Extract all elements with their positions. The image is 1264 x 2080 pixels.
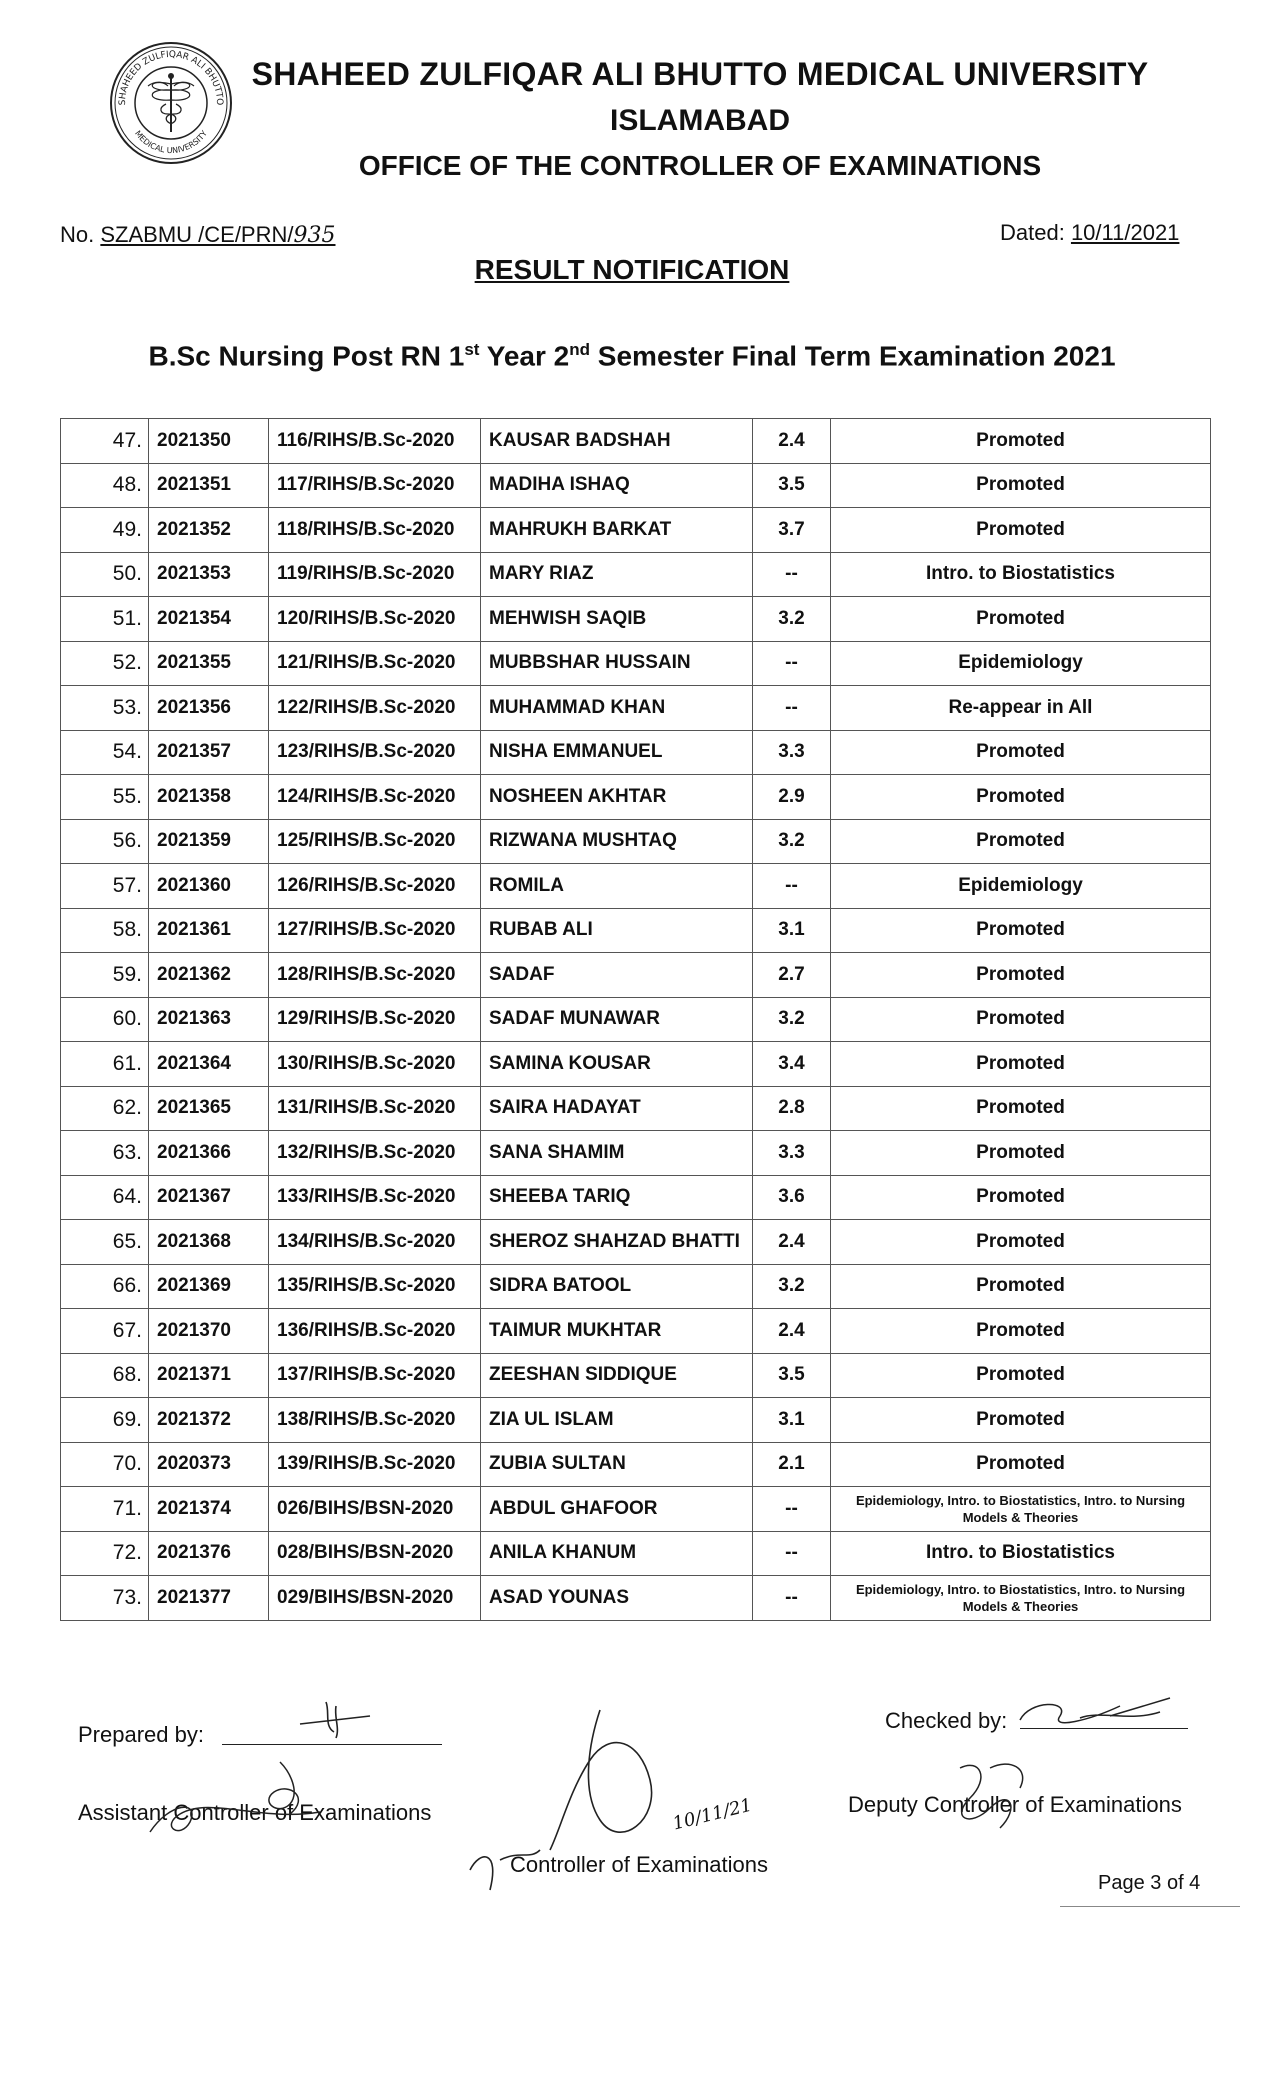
- dated-label: Dated:: [1000, 220, 1071, 245]
- table-row: [61, 864, 1211, 909]
- svg-text:SHAHEED ZULFIQAR ALI BHUTTO: SHAHEED ZULFIQAR ALI BHUTTO: [117, 49, 225, 106]
- student-name-cell: SANA SHAMIM: [481, 1131, 753, 1176]
- serial-number-cell: 48.: [61, 463, 149, 508]
- gpa-cell: 2.4: [753, 1220, 831, 1265]
- notification-title: RESULT NOTIFICATION: [474, 254, 790, 285]
- serial-number-cell: 51.: [61, 597, 149, 642]
- table-row: [61, 419, 1211, 464]
- result-status-cell: Epidemiology: [831, 864, 1211, 909]
- serial-number-cell: 47.: [61, 419, 149, 464]
- table-row: [61, 1131, 1211, 1176]
- roll-number-cell: 2021350: [149, 419, 269, 464]
- gpa-cell: 2.4: [753, 419, 831, 464]
- gpa-cell: 3.3: [753, 1131, 831, 1176]
- page-number-underline: [1060, 1906, 1240, 1907]
- result-status-cell: Promoted: [831, 1131, 1211, 1176]
- prepared-by-label: Prepared by:: [78, 1722, 204, 1747]
- exam-title-sup2: nd: [569, 340, 591, 359]
- table-row: [61, 1353, 1211, 1398]
- table-row: [61, 908, 1211, 953]
- table-row: [61, 730, 1211, 775]
- checked-by-signature: [1010, 1690, 1190, 1740]
- registration-number-cell: 029/BIHS/BSN-2020: [269, 1576, 481, 1621]
- result-status-cell: Promoted: [831, 730, 1211, 775]
- student-name-cell: ZIA UL ISLAM: [481, 1398, 753, 1443]
- student-name-cell: SIDRA BATOOL: [481, 1264, 753, 1309]
- table-row: [61, 597, 1211, 642]
- registration-number-cell: 136/RIHS/B.Sc-2020: [269, 1309, 481, 1354]
- roll-number-cell: 2021369: [149, 1264, 269, 1309]
- gpa-cell: --: [753, 641, 831, 686]
- registration-number-cell: 126/RIHS/B.Sc-2020: [269, 864, 481, 909]
- roll-number-cell: 2021364: [149, 1042, 269, 1087]
- registration-number-cell: 139/RIHS/B.Sc-2020: [269, 1442, 481, 1487]
- result-status-cell: Promoted: [831, 1309, 1211, 1354]
- registration-number-cell: 131/RIHS/B.Sc-2020: [269, 1086, 481, 1131]
- registration-number-cell: 124/RIHS/B.Sc-2020: [269, 775, 481, 820]
- table-row: [61, 775, 1211, 820]
- registration-number-cell: 130/RIHS/B.Sc-2020: [269, 1042, 481, 1087]
- student-name-cell: ABDUL GHAFOOR: [481, 1487, 753, 1532]
- gpa-cell: 2.9: [753, 775, 831, 820]
- gpa-cell: --: [753, 1487, 831, 1532]
- student-name-cell: RIZWANA MUSHTAQ: [481, 819, 753, 864]
- student-name-cell: ZUBIA SULTAN: [481, 1442, 753, 1487]
- serial-number-cell: 57.: [61, 864, 149, 909]
- checked-by-line: [1020, 1728, 1188, 1729]
- result-status-cell: Promoted: [831, 1353, 1211, 1398]
- exam-title-part2: Year 2: [479, 340, 570, 372]
- gpa-cell: 3.6: [753, 1175, 831, 1220]
- exam-title-part3: Semester Final Term Examination 2021: [590, 340, 1116, 372]
- gpa-cell: --: [753, 1576, 831, 1621]
- serial-number-cell: 61.: [61, 1042, 149, 1087]
- result-status-cell: Epidemiology, Intro. to Biostatistics, Intro. to Nursing Models & Theories: [831, 1576, 1211, 1621]
- svg-text:MEDICAL UNIVERSITY: MEDICAL UNIVERSITY: [133, 128, 209, 156]
- result-status-cell: Promoted: [831, 1442, 1211, 1487]
- controller-label: Controller of Examinations: [510, 1852, 769, 1877]
- roll-number-cell: 2021356: [149, 686, 269, 731]
- roll-number-cell: 2020373: [149, 1442, 269, 1487]
- result-status-cell: Re-appear in All: [831, 686, 1211, 731]
- gpa-cell: --: [753, 864, 831, 909]
- gpa-cell: --: [753, 686, 831, 731]
- student-name-cell: NISHA EMMANUEL: [481, 730, 753, 775]
- roll-number-cell: 2021368: [149, 1220, 269, 1265]
- table-row: [61, 641, 1211, 686]
- result-status-cell: Promoted: [831, 597, 1211, 642]
- registration-number-cell: 116/RIHS/B.Sc-2020: [269, 419, 481, 464]
- roll-number-cell: 2021357: [149, 730, 269, 775]
- registration-number-cell: 028/BIHS/BSN-2020: [269, 1531, 481, 1576]
- student-name-cell: SAMINA KOUSAR: [481, 1042, 753, 1087]
- serial-number-cell: 65.: [61, 1220, 149, 1265]
- gpa-cell: 3.1: [753, 908, 831, 953]
- serial-number-cell: 71.: [61, 1487, 149, 1532]
- roll-number-cell: 2021372: [149, 1398, 269, 1443]
- result-status-cell: Promoted: [831, 953, 1211, 998]
- registration-number-cell: 026/BIHS/BSN-2020: [269, 1487, 481, 1532]
- registration-number-cell: 132/RIHS/B.Sc-2020: [269, 1131, 481, 1176]
- student-name-cell: ROMILA: [481, 864, 753, 909]
- serial-number-cell: 69.: [61, 1398, 149, 1443]
- gpa-cell: 2.8: [753, 1086, 831, 1131]
- serial-number-cell: 63.: [61, 1131, 149, 1176]
- table-row: [61, 1442, 1211, 1487]
- serial-number-cell: 54.: [61, 730, 149, 775]
- student-name-cell: KAUSAR BADSHAH: [481, 419, 753, 464]
- serial-number-cell: 68.: [61, 1353, 149, 1398]
- serial-number-cell: 60.: [61, 997, 149, 1042]
- reference-code-text: SZABMU /CE/PRN/: [100, 222, 294, 247]
- roll-number-cell: 2021351: [149, 463, 269, 508]
- table-row: [61, 1531, 1211, 1576]
- result-status-cell: Promoted: [831, 463, 1211, 508]
- table-row: [61, 1398, 1211, 1443]
- university-name: SHAHEED ZULFIQAR ALI BHUTTO MEDICAL UNIVERSITY: [251, 56, 1149, 92]
- result-status-cell: Intro. to Biostatistics: [831, 552, 1211, 597]
- serial-number-cell: 59.: [61, 953, 149, 998]
- serial-number-cell: 58.: [61, 908, 149, 953]
- roll-number-cell: 2021365: [149, 1086, 269, 1131]
- exam-title: [0, 340, 1264, 372]
- table-row: [61, 1042, 1211, 1087]
- gpa-cell: 3.7: [753, 508, 831, 553]
- student-name-cell: MAHRUKH BARKAT: [481, 508, 753, 553]
- student-name-cell: ASAD YOUNAS: [481, 1576, 753, 1621]
- serial-number-cell: 56.: [61, 819, 149, 864]
- gpa-cell: 2.4: [753, 1309, 831, 1354]
- reference-number: [60, 222, 336, 248]
- gpa-cell: 3.4: [753, 1042, 831, 1087]
- registration-number-cell: 128/RIHS/B.Sc-2020: [269, 953, 481, 998]
- gpa-cell: --: [753, 552, 831, 597]
- roll-number-cell: 2021377: [149, 1576, 269, 1621]
- result-status-cell: Promoted: [831, 1086, 1211, 1131]
- table-row: [61, 1576, 1211, 1621]
- gpa-cell: 3.1: [753, 1398, 831, 1443]
- registration-number-cell: 129/RIHS/B.Sc-2020: [269, 997, 481, 1042]
- student-name-cell: NOSHEEN AKHTAR: [481, 775, 753, 820]
- notification-date: [1000, 220, 1179, 246]
- result-status-cell: Promoted: [831, 1264, 1211, 1309]
- student-name-cell: ANILA KHANUM: [481, 1531, 753, 1576]
- results-table-body: [61, 419, 1211, 1621]
- table-row: [61, 552, 1211, 597]
- result-status-cell: Promoted: [831, 775, 1211, 820]
- serial-number-cell: 62.: [61, 1086, 149, 1131]
- student-name-cell: MEHWISH SAQIB: [481, 597, 753, 642]
- gpa-cell: 2.7: [753, 953, 831, 998]
- table-row: [61, 463, 1211, 508]
- student-name-cell: SADAF: [481, 953, 753, 998]
- gpa-cell: 3.5: [753, 1353, 831, 1398]
- student-name-cell: RUBAB ALI: [481, 908, 753, 953]
- roll-number-cell: 2021358: [149, 775, 269, 820]
- serial-number-cell: 72.: [61, 1531, 149, 1576]
- table-row: [61, 1175, 1211, 1220]
- roll-number-cell: 2021376: [149, 1531, 269, 1576]
- roll-number-cell: 2021363: [149, 997, 269, 1042]
- result-status-cell: Epidemiology, Intro. to Biostatistics, Intro. to Nursing Models & Theories: [831, 1487, 1211, 1532]
- registration-number-cell: 138/RIHS/B.Sc-2020: [269, 1398, 481, 1443]
- roll-number-cell: 2021354: [149, 597, 269, 642]
- registration-number-cell: 133/RIHS/B.Sc-2020: [269, 1175, 481, 1220]
- assistant-controller-signature: [140, 1752, 340, 1842]
- result-status-cell: Promoted: [831, 997, 1211, 1042]
- student-name-cell: SHEROZ SHAHZAD BHATTI: [481, 1220, 753, 1265]
- roll-number-cell: 2021359: [149, 819, 269, 864]
- result-status-cell: Epidemiology: [831, 641, 1211, 686]
- date-value: 10/11/2021: [1070, 220, 1180, 245]
- result-status-cell: Intro. to Biostatistics: [831, 1531, 1211, 1576]
- registration-number-cell: 120/RIHS/B.Sc-2020: [269, 597, 481, 642]
- reference-handwritten-number: 935: [293, 223, 336, 248]
- registration-number-cell: 137/RIHS/B.Sc-2020: [269, 1353, 481, 1398]
- roll-number-cell: 2021362: [149, 953, 269, 998]
- table-row: [61, 1086, 1211, 1131]
- student-name-cell: MADIHA ISHAQ: [481, 463, 753, 508]
- controller-signature-date: 10/11/21: [670, 1794, 755, 1835]
- serial-number-cell: 50.: [61, 552, 149, 597]
- assistant-controller-label: Assistant Controller of Examinations: [78, 1800, 432, 1825]
- gpa-cell: 3.5: [753, 463, 831, 508]
- roll-number-cell: 2021352: [149, 508, 269, 553]
- table-row: [61, 997, 1211, 1042]
- registration-number-cell: 125/RIHS/B.Sc-2020: [269, 819, 481, 864]
- gpa-cell: --: [753, 1531, 831, 1576]
- student-name-cell: MARY RIAZ: [481, 552, 753, 597]
- page-number: Page 3 of 4: [1098, 1872, 1201, 1894]
- student-name-cell: ZEESHAN SIDDIQUE: [481, 1353, 753, 1398]
- roll-number-cell: 2021367: [149, 1175, 269, 1220]
- registration-number-cell: 123/RIHS/B.Sc-2020: [269, 730, 481, 775]
- student-name-cell: TAIMUR MUKHTAR: [481, 1309, 753, 1354]
- table-row: [61, 1309, 1211, 1354]
- table-row: [61, 953, 1211, 998]
- student-name-cell: MUHAMMAD KHAN: [481, 686, 753, 731]
- student-name-cell: SADAF MUNAWAR: [481, 997, 753, 1042]
- registration-number-cell: 119/RIHS/B.Sc-2020: [269, 552, 481, 597]
- serial-number-cell: 52.: [61, 641, 149, 686]
- reference-prefix: No.: [60, 222, 101, 247]
- registration-number-cell: 118/RIHS/B.Sc-2020: [269, 508, 481, 553]
- exam-title-sup1: st: [464, 340, 480, 359]
- table-row: [61, 1487, 1211, 1532]
- prepared-by-line: [222, 1744, 442, 1745]
- gpa-cell: 3.2: [753, 997, 831, 1042]
- roll-number-cell: 2021366: [149, 1131, 269, 1176]
- table-row: [61, 1264, 1211, 1309]
- roll-number-cell: 2021371: [149, 1353, 269, 1398]
- gpa-cell: 3.2: [753, 597, 831, 642]
- result-status-cell: Promoted: [831, 1042, 1211, 1087]
- university-city: ISLAMABAD: [610, 104, 790, 137]
- gpa-cell: 3.2: [753, 819, 831, 864]
- serial-number-cell: 73.: [61, 1576, 149, 1621]
- registration-number-cell: 117/RIHS/B.Sc-2020: [269, 463, 481, 508]
- result-status-cell: Promoted: [831, 508, 1211, 553]
- table-row: [61, 1220, 1211, 1265]
- results-table: [60, 418, 1211, 1621]
- serial-number-cell: 49.: [61, 508, 149, 553]
- result-status-cell: Promoted: [831, 1398, 1211, 1443]
- serial-number-cell: 66.: [61, 1264, 149, 1309]
- serial-number-cell: 55.: [61, 775, 149, 820]
- registration-number-cell: 122/RIHS/B.Sc-2020: [269, 686, 481, 731]
- roll-number-cell: 2021353: [149, 552, 269, 597]
- result-status-cell: Promoted: [831, 1220, 1211, 1265]
- university-seal-icon: [108, 40, 234, 166]
- student-name-cell: SAIRA HADAYAT: [481, 1086, 753, 1131]
- student-name-cell: SHEEBA TARIQ: [481, 1175, 753, 1220]
- roll-number-cell: 2021374: [149, 1487, 269, 1532]
- result-status-cell: Promoted: [831, 819, 1211, 864]
- deputy-controller-label: Deputy Controller of Examinations: [848, 1792, 1182, 1817]
- office-name: OFFICE OF THE CONTROLLER OF EXAMINATIONS: [358, 150, 1042, 181]
- student-name-cell: MUBBSHAR HUSSAIN: [481, 641, 753, 686]
- registration-number-cell: 135/RIHS/B.Sc-2020: [269, 1264, 481, 1309]
- result-status-cell: Promoted: [831, 1175, 1211, 1220]
- exam-title-part1: B.Sc Nursing Post RN 1: [148, 340, 465, 372]
- roll-number-cell: 2021361: [149, 908, 269, 953]
- registration-number-cell: 127/RIHS/B.Sc-2020: [269, 908, 481, 953]
- table-row: [61, 508, 1211, 553]
- gpa-cell: 3.2: [753, 1264, 831, 1309]
- table-row: [61, 819, 1211, 864]
- registration-number-cell: 121/RIHS/B.Sc-2020: [269, 641, 481, 686]
- registration-number-cell: 134/RIHS/B.Sc-2020: [269, 1220, 481, 1265]
- table-row: [61, 686, 1211, 731]
- serial-number-cell: 53.: [61, 686, 149, 731]
- gpa-cell: 2.1: [753, 1442, 831, 1487]
- serial-number-cell: 70.: [61, 1442, 149, 1487]
- roll-number-cell: 2021355: [149, 641, 269, 686]
- gpa-cell: 3.3: [753, 730, 831, 775]
- checked-by-label: Checked by:: [885, 1708, 1008, 1733]
- serial-number-cell: 67.: [61, 1309, 149, 1354]
- reference-code: [100, 222, 335, 247]
- result-status-cell: Promoted: [831, 419, 1211, 464]
- roll-number-cell: 2021370: [149, 1309, 269, 1354]
- serial-number-cell: 64.: [61, 1175, 149, 1220]
- roll-number-cell: 2021360: [149, 864, 269, 909]
- prepared-by-signature: [290, 1698, 380, 1744]
- result-status-cell: Promoted: [831, 908, 1211, 953]
